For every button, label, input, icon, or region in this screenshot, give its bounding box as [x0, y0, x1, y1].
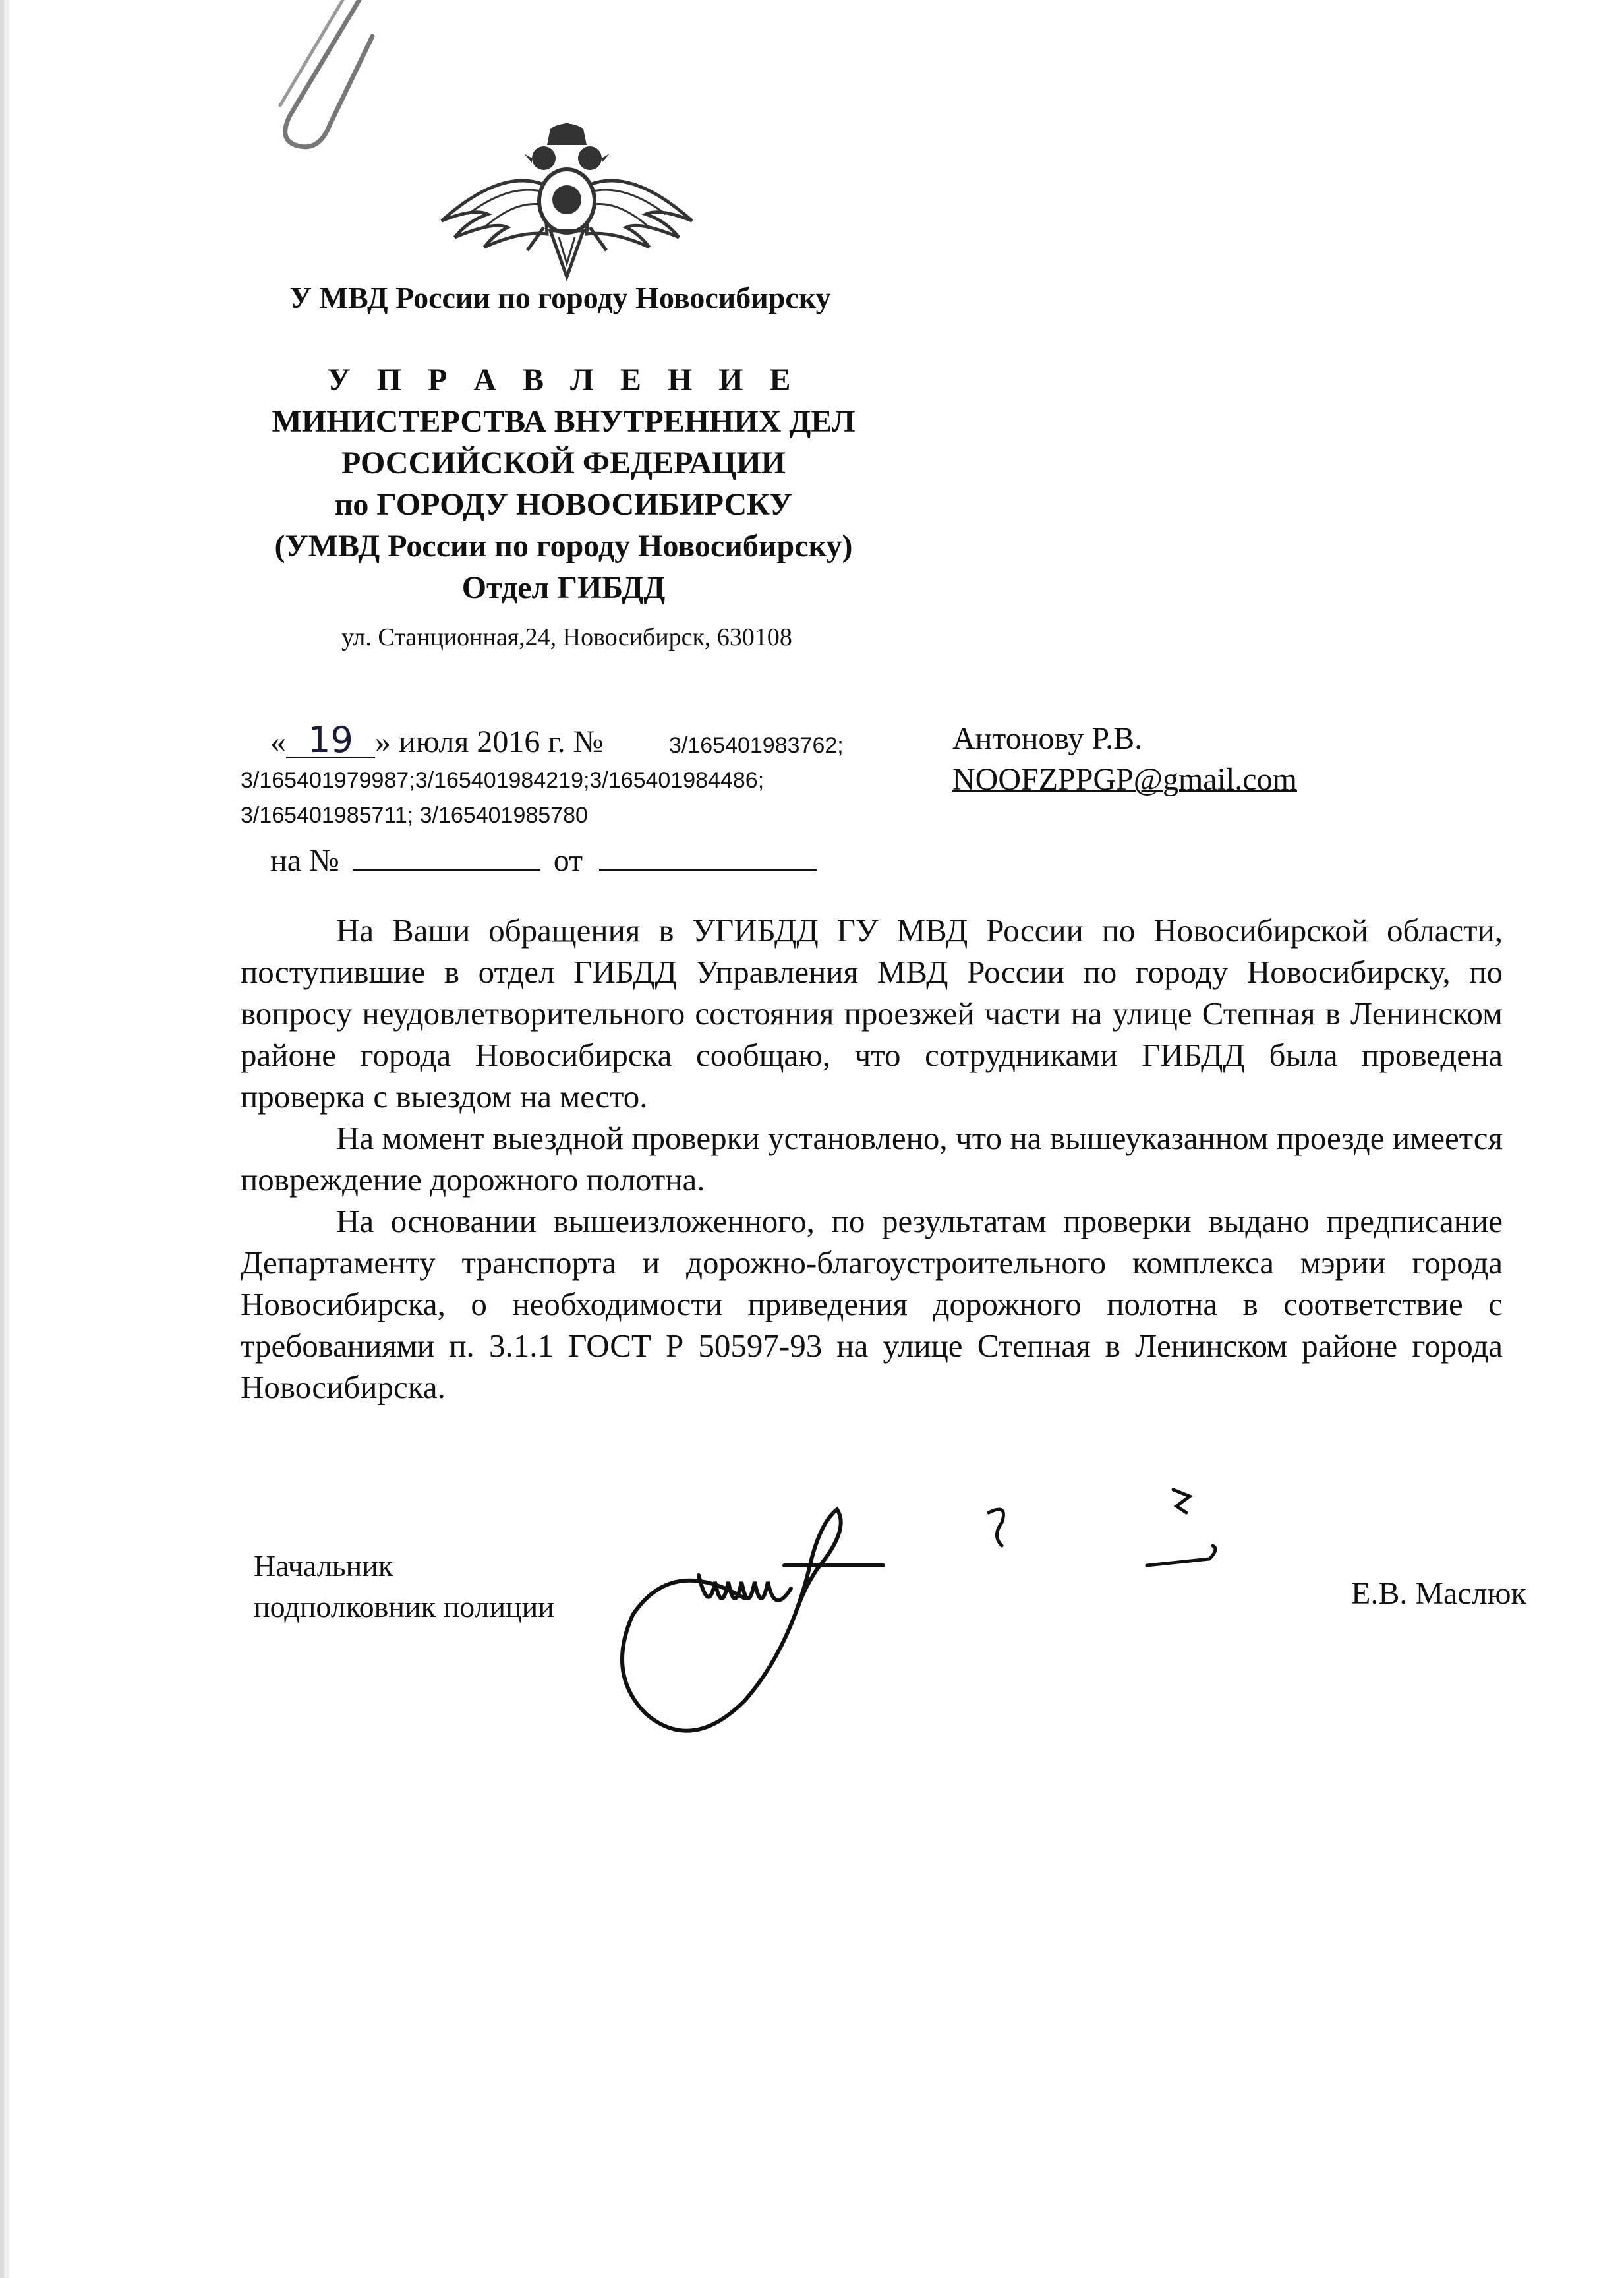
ref-from: от — [553, 843, 583, 878]
org-line-4: по ГОРОДУ НОВОСИБИРСКУ — [334, 487, 793, 522]
body-paragraph-1: На Ваши обращения в УГИБДД ГУ МВД России по Новосибирской области, поступившие в отдел ГИБДД Управления МВД России по городу Новосибирску, по вопросу неудовлетворительного состояния проезжей части на улице Степная в Ленинском районе города Новосибирска сообщаю, что сотрудниками ГИБДД была проведена проверка с выездом на место. — [241, 912, 1503, 1115]
organization-block — [224, 359, 903, 608]
org-address: ул. Станционная,24, Новосибирск, 630108 — [341, 624, 792, 651]
reg-number-3: 3/165401985711; 3/165401985780 — [241, 803, 588, 828]
reference-line — [270, 842, 817, 879]
org-line-1: У П Р А В Л Е Н И Е — [327, 363, 800, 397]
signatory-title — [254, 1546, 554, 1627]
reg-number-1: 3/165401983762; — [669, 733, 844, 758]
ref-number-blank — [353, 844, 540, 871]
org-line-6: Отдел ГИБДД — [461, 570, 666, 605]
addressee-name: Антонову Р.В. — [952, 721, 1143, 756]
addressee-email: NOOFZPPGP@gmail.com — [952, 762, 1297, 797]
body-paragraph-2: На момент выездной проверки установлено, что на вышеуказанном проезде имеется повреждение дорожного полотна. — [241, 1120, 1503, 1198]
body-paragraph-3: На основании вышеизложенного, по результатам проверки выдано предписание Департаменту транспорта и дорожно-благоустроительного комплекса мэрии города Новосибирска, о необходимости приведения дорожного полотна в соответствие с требованиями п. 3.1.1 ГОСТ Р 50597-93 на улице Степная в Ленинском районе города Новосибирска. — [241, 1203, 1503, 1405]
paperclip-icon — [244, 0, 376, 158]
org-line-2: МИНИСТЕРСТВА ВНУТРЕННИХ ДЕЛ — [272, 404, 856, 439]
handwritten-signature — [593, 1483, 1305, 1786]
open-quote: « — [270, 724, 286, 759]
reg-number-2: 3/165401979987;3/165401984219;3/165401984486; — [241, 768, 765, 793]
org-line-3: РОССИЙСКОЙ ФЕДЕРАЦИИ — [341, 446, 786, 481]
date-day: 19 — [286, 724, 375, 758]
signatory-position: Начальник — [254, 1549, 393, 1583]
ref-date-blank — [599, 844, 817, 871]
signatory-name: Е.В. Маслюк — [1351, 1576, 1526, 1611]
addressee-block — [952, 718, 1297, 800]
date-line — [270, 719, 604, 761]
org-line-5: (УМВД России по городу Новосибирску) — [274, 529, 853, 564]
signatory-rank: подполковник полиции — [254, 1590, 554, 1623]
scan-edge — [0, 0, 20, 2278]
letter-body — [241, 910, 1503, 1408]
mvd-emblem-icon — [428, 122, 705, 293]
ref-prefix: на № — [270, 843, 339, 878]
date-month-year: » июля 2016 г. № — [375, 724, 604, 759]
ministry-short-name: У МВД России по городу Новосибирску — [289, 281, 831, 314]
